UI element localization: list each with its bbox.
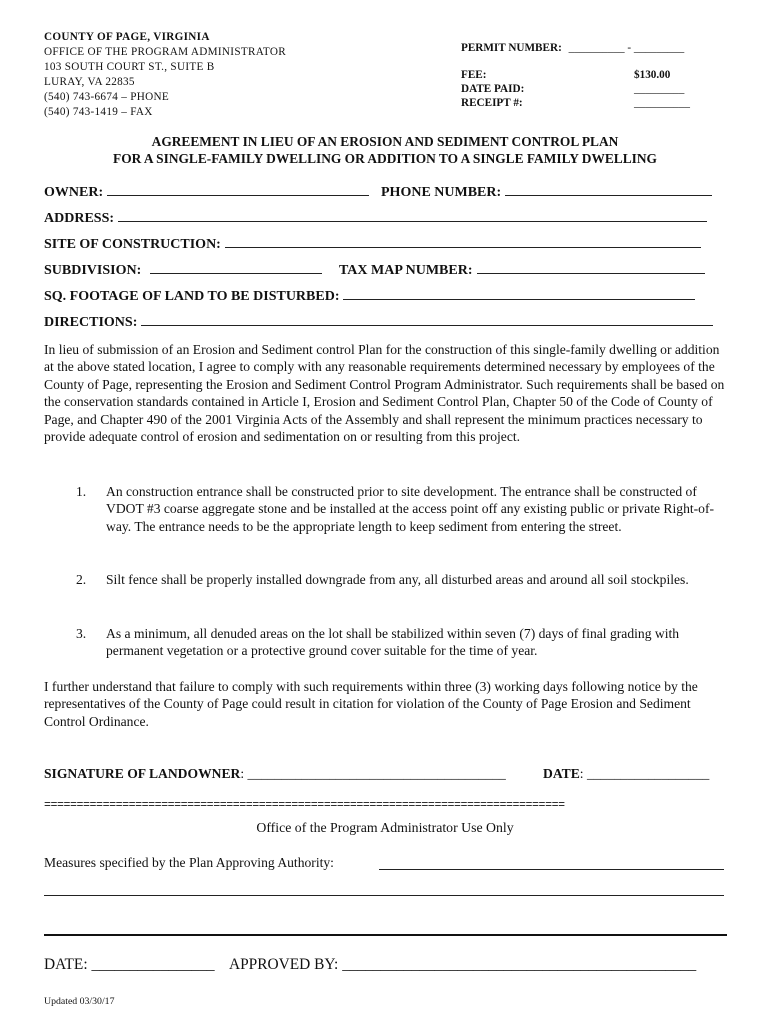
directions-row — [44, 314, 713, 331]
receipt-label: RECEIPT #: — [461, 97, 523, 109]
site-of-construction-label: SITE OF CONSTRUCTION: — [44, 237, 221, 252]
requirement-text: As a minimum, all denuded areas on the lot shall be stabilized within seven (7) days of final grading with permanent vegetation or a protective ground cover suitable for the time of year. — [106, 626, 680, 659]
requirement-text: Silt fence shall be properly installed downgrade from any, all disturbed areas and around all soil stockpiles. — [106, 572, 689, 587]
receipt-field[interactable]: __________ — [634, 97, 690, 109]
tax-map-row — [339, 262, 705, 279]
office-separator: ================================================================================ — [44, 799, 565, 812]
office-use-title: Office of the Program Administrator Use Only — [256, 820, 514, 835]
requirement-number: 1. — [76, 484, 87, 499]
tax-map-number-input[interactable] — [477, 262, 705, 274]
date-paid-field[interactable]: _________ — [634, 83, 685, 95]
owner-label: OWNER: — [44, 185, 104, 200]
form-title-line-2: FOR A SINGLE-FAMILY DWELLING OR ADDITION TO A SINGLE FAMILY DWELLING — [113, 151, 657, 166]
subdivision-input[interactable] — [150, 262, 322, 274]
form-title-line-1: AGREEMENT IN LIEU OF AN EROSION AND SEDIMENT CONTROL PLAN — [151, 134, 619, 149]
approved-by-row — [229, 956, 696, 974]
fee-value: $130.00 — [634, 69, 671, 81]
address-input[interactable] — [118, 210, 707, 222]
site-row — [44, 236, 701, 253]
signature-date-row — [543, 766, 709, 782]
tax-map-number-label: TAX MAP NUMBER: — [339, 263, 473, 278]
phone-number-input[interactable] — [505, 184, 712, 196]
signature-label: SIGNATURE OF LANDOWNER — [44, 766, 241, 781]
county-name: COUNTY OF PAGE, VIRGINIA — [44, 31, 210, 43]
address-row — [44, 210, 707, 227]
measures-row — [44, 855, 334, 871]
updated-date: Updated 03/30/17 — [44, 996, 115, 1007]
sq-footage-label: SQ. FOOTAGE OF LAND TO BE DISTURBED: — [44, 289, 340, 304]
approval-date-row — [44, 956, 215, 974]
city-state-zip: LURAY, VA 22835 — [44, 76, 135, 88]
approved-by-input[interactable]: ______________________________________________ — [342, 956, 697, 973]
requirement-number: 3. — [76, 626, 87, 641]
requirement-text: An construction entrance shall be constructed prior to site development. The entrance shall be constructed of VDOT #3 coarse aggregate stone and be installed at the access point off any existing public or private Right-of-way. The entrance needs to be the appropriate length to keep sediment from entering the street. — [106, 484, 715, 534]
closing-paragraph: I further understand that failure to comply with such requirements within three (3) working days following notice by the representatives of the County of Page could result in citation for violation of the County of Page Erosion and Sediment Control Ordinance. — [44, 679, 698, 729]
county-address-block — [44, 30, 286, 120]
intro-paragraph: In lieu of submission of an Erosion and Sediment control Plan for the construction of this single-family dwelling or addition at the above stated location, I agree to comply with any reasonable requirements determined necessary by employees of the County of Page, representing the Erosion and Sediment Control Program Administrator. Such requirements shall be based on the conservation standards contained in Article I, Erosion and Sediment Control Plan, Chapter 50 of the Code of County of Page, and Chapter 490 of the 2001 Virginia Acts of the Assembly and shall represent the minimum practices necessary to provide adequate control of erosion and sedimentation on or resulting from this project. — [44, 342, 725, 445]
subdivision-row — [44, 262, 322, 279]
measures-input-line-1[interactable] — [379, 869, 724, 870]
phone-line: (540) 743-6674 – PHONE — [44, 91, 169, 103]
subdivision-label: SUBDIVISION: — [44, 263, 142, 278]
measures-input-line-2[interactable] — [44, 895, 724, 896]
directions-input[interactable] — [141, 314, 713, 326]
approval-date-input[interactable]: ________________ — [91, 956, 215, 973]
owner-row — [44, 184, 369, 201]
signature-input[interactable]: : ______________________________________ — [240, 766, 506, 781]
sq-footage-row — [44, 288, 695, 305]
permit-number-field[interactable]: __________ - _________ — [568, 42, 685, 54]
signature-date-input[interactable]: : __________________ — [579, 766, 710, 781]
approved-by-label: APPROVED BY: — [229, 956, 339, 973]
address-label: ADDRESS: — [44, 211, 115, 226]
fax-line: (540) 743-1419 – FAX — [44, 106, 153, 118]
signature-date-label: DATE — [543, 766, 580, 781]
date-paid-label: DATE PAID: — [461, 83, 525, 95]
street-address: 103 SOUTH COURT ST., SUITE B — [44, 61, 215, 73]
requirement-number: 2. — [76, 572, 87, 587]
site-of-construction-input[interactable] — [225, 236, 701, 248]
fee-label: FEE: — [461, 69, 487, 81]
directions-label: DIRECTIONS: — [44, 315, 138, 330]
office-name: OFFICE OF THE PROGRAM ADMINISTRATOR — [44, 46, 286, 58]
office-divider — [44, 934, 727, 936]
owner-input[interactable] — [107, 184, 369, 196]
sq-footage-input[interactable] — [343, 288, 695, 300]
phone-row — [381, 184, 712, 201]
signature-row — [44, 766, 506, 782]
phone-number-label: PHONE NUMBER: — [381, 185, 502, 200]
approval-date-label: DATE: — [44, 956, 88, 973]
permit-number-label: PERMIT NUMBER: — [461, 42, 562, 54]
measures-label: Measures specified by the Plan Approving Authority: — [44, 855, 334, 870]
